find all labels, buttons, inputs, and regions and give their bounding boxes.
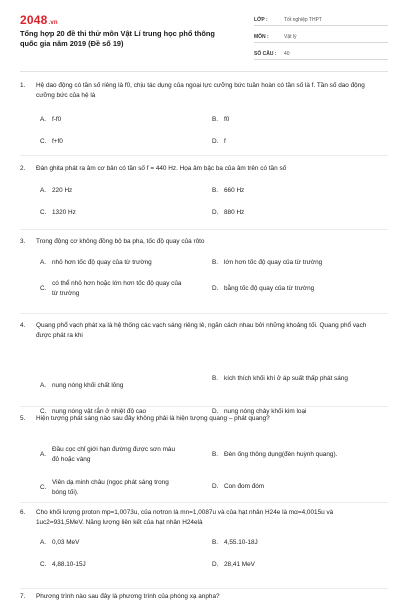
question-separator <box>20 588 388 589</box>
option-a[interactable] <box>40 381 123 391</box>
site-logo[interactable] <box>20 13 58 27</box>
question-separator <box>20 313 388 314</box>
option-b[interactable] <box>212 538 258 548</box>
option-a[interactable] <box>40 445 182 464</box>
option-text: 1320 Hz <box>52 209 76 216</box>
meta-value: Tốt nghiệp THPT <box>284 17 322 23</box>
question-number: 7. <box>20 593 26 600</box>
header-divider <box>20 71 388 72</box>
option-a[interactable] <box>40 258 152 268</box>
meta-label: MÔN : <box>254 34 269 40</box>
option-text: kích thích khối khí ở áp suất thấp phát sáng <box>224 375 348 382</box>
option-a[interactable] <box>40 115 61 125</box>
option-letter: A. <box>40 259 47 266</box>
option-b[interactable] <box>212 374 348 384</box>
option-c[interactable] <box>40 560 86 570</box>
option-text: nung nóng chảy khối kim loại <box>224 408 307 415</box>
question-number: 5. <box>20 415 26 422</box>
option-letter: D. <box>212 483 219 490</box>
option-text: 0,03 MeV <box>52 539 80 546</box>
question-text: Trong động cơ không đồng bộ ba pha, tốc độ quay của rôto <box>36 238 205 245</box>
question-number: 6. <box>20 509 26 516</box>
question-3 <box>20 237 380 297</box>
option-text: 4,55.10-18J <box>224 539 258 546</box>
meta-label: SỐ CÂU : <box>254 51 277 57</box>
document-title: Tổng hợp 20 đề thi thử môn Vật Lí trung học phổ thông quốc gia năm 2019 (Đề số 19) <box>20 29 215 48</box>
option-text: f-f0 <box>52 116 62 123</box>
option-letter: A. <box>40 187 47 194</box>
option-text: Đèn ống thông dụng(đèn huỳnh quang). <box>224 451 338 458</box>
meta-row-count <box>254 46 388 60</box>
question-5 <box>20 414 380 496</box>
option-b[interactable] <box>212 258 322 268</box>
option-text: 880 Hz <box>224 209 245 216</box>
option-letter: C. <box>40 561 47 568</box>
option-letter: B. <box>212 539 219 546</box>
option-letter: D. <box>212 561 219 568</box>
option-text: f+f0 <box>52 138 63 145</box>
option-letter: C. <box>40 138 47 145</box>
question-text: Quang phổ vạch phát xạ là hệ thống các vạch sáng riêng lẻ, ngăn cách nhau bởi những khoảng tối. Quang phổ vạch được phát ra khi <box>36 322 367 339</box>
option-text: 220 Hz <box>52 187 73 194</box>
option-text: f <box>224 138 226 145</box>
option-text: 660 Hz <box>224 187 245 194</box>
option-text: lớn hơn tốc độ quay của từ trường <box>224 259 323 266</box>
meta-row-subject <box>254 29 388 43</box>
question-separator <box>20 229 388 230</box>
option-letter: D. <box>212 285 219 292</box>
option-letter: A. <box>40 450 47 458</box>
option-text: Đầu cọc chỉ giới hạn đường được sơn màu đỏ hoặc vàng <box>52 446 176 463</box>
option-letter: C. <box>40 209 47 216</box>
question-1 <box>20 81 380 145</box>
meta-value: Vật lý <box>284 34 297 40</box>
option-text: 4,88.10-15J <box>52 561 86 568</box>
question-2 <box>20 164 380 216</box>
option-letter: B. <box>212 259 219 266</box>
option-b[interactable] <box>212 186 244 196</box>
meta-panel <box>254 12 388 63</box>
meta-label: LỚP : <box>254 17 268 23</box>
option-letter: A. <box>40 116 47 123</box>
logo-domain: .vn <box>48 20 58 26</box>
question-number: 3. <box>20 238 26 245</box>
question-separator <box>20 502 388 503</box>
option-text: nung nóng vật rắn ở nhiệt độ cao <box>52 408 147 415</box>
option-d[interactable] <box>212 208 244 218</box>
option-d[interactable] <box>212 137 226 147</box>
question-separator <box>20 155 388 156</box>
header <box>0 0 400 62</box>
logo-main: 2048 <box>20 13 48 27</box>
option-b[interactable] <box>212 115 229 125</box>
option-text: f0 <box>224 116 230 123</box>
question-text: Phương trình nào sau đây là phương trình của phóng xạ anpha? <box>36 593 220 600</box>
option-b[interactable] <box>212 450 337 460</box>
option-text: bằng tốc độ quay của từ trường <box>224 285 315 292</box>
meta-value: 40 <box>284 51 290 57</box>
option-text: nhỏ hơn tốc độ quay của từ trường <box>52 259 152 266</box>
option-d[interactable] <box>212 482 264 492</box>
option-text: Viên dạ minh châu (ngọc phát sáng trong bóng tối). <box>52 479 169 496</box>
option-text: có thể nhỏ hơn hoặc lớn hơn tốc độ quay của từ trường <box>52 280 182 297</box>
question-separator <box>20 406 388 407</box>
question-text: Hiện tượng phát sáng nào sau đây không phải là hiện tượng quang – phát quang? <box>36 415 270 422</box>
option-letter: D. <box>212 138 219 145</box>
question-text: Đàn ghita phát ra âm cơ bản có tần số f = 440 Hz. Họa âm bậc ba của âm trên có tần số <box>36 165 287 172</box>
option-letter: C. <box>40 284 47 292</box>
question-number: 2. <box>20 165 26 172</box>
option-letter: D. <box>212 408 219 415</box>
option-d[interactable] <box>212 284 314 294</box>
option-letter: B. <box>212 375 219 382</box>
question-4 <box>20 321 380 415</box>
options <box>36 101 380 145</box>
option-a[interactable] <box>40 186 72 196</box>
option-letter: A. <box>40 539 47 546</box>
option-c[interactable] <box>40 208 76 218</box>
option-c[interactable] <box>40 279 182 298</box>
question-text: Hệ dao động có tần số riêng là f0, chịu tác dụng của ngoại lực cưỡng bức tuần hoàn có tần số là f. Tần số dao động cưỡng bức của hệ là <box>36 82 365 99</box>
option-letter: B. <box>212 187 219 194</box>
question-text: Cho khối lượng proton mp=1,0073u, của nơtron là mn=1,0087u và của hạt nhân H24e là mα=4,0015u và 1uc2=931,5MeV. Năng lượng liên kết của hạt nhân H24elà <box>36 509 334 526</box>
option-letter: C. <box>40 483 47 491</box>
option-letter: B. <box>212 116 219 123</box>
option-text: 28,41 MeV <box>224 561 255 568</box>
option-c[interactable] <box>40 137 63 147</box>
option-letter: B. <box>212 451 219 458</box>
question-6 <box>20 508 380 568</box>
question-number: 4. <box>20 322 26 329</box>
meta-row-class <box>254 12 388 26</box>
option-text: Con đom đóm <box>224 483 265 490</box>
option-a[interactable] <box>40 538 79 548</box>
option-c[interactable] <box>40 478 182 497</box>
option-letter: C. <box>40 408 47 415</box>
question-7 <box>20 592 380 602</box>
option-letter: A. <box>40 382 47 389</box>
option-letter: D. <box>212 209 219 216</box>
option-d[interactable] <box>212 560 255 570</box>
option-text: nung nóng khối chất lỏng <box>52 382 124 389</box>
question-number: 1. <box>20 82 26 89</box>
